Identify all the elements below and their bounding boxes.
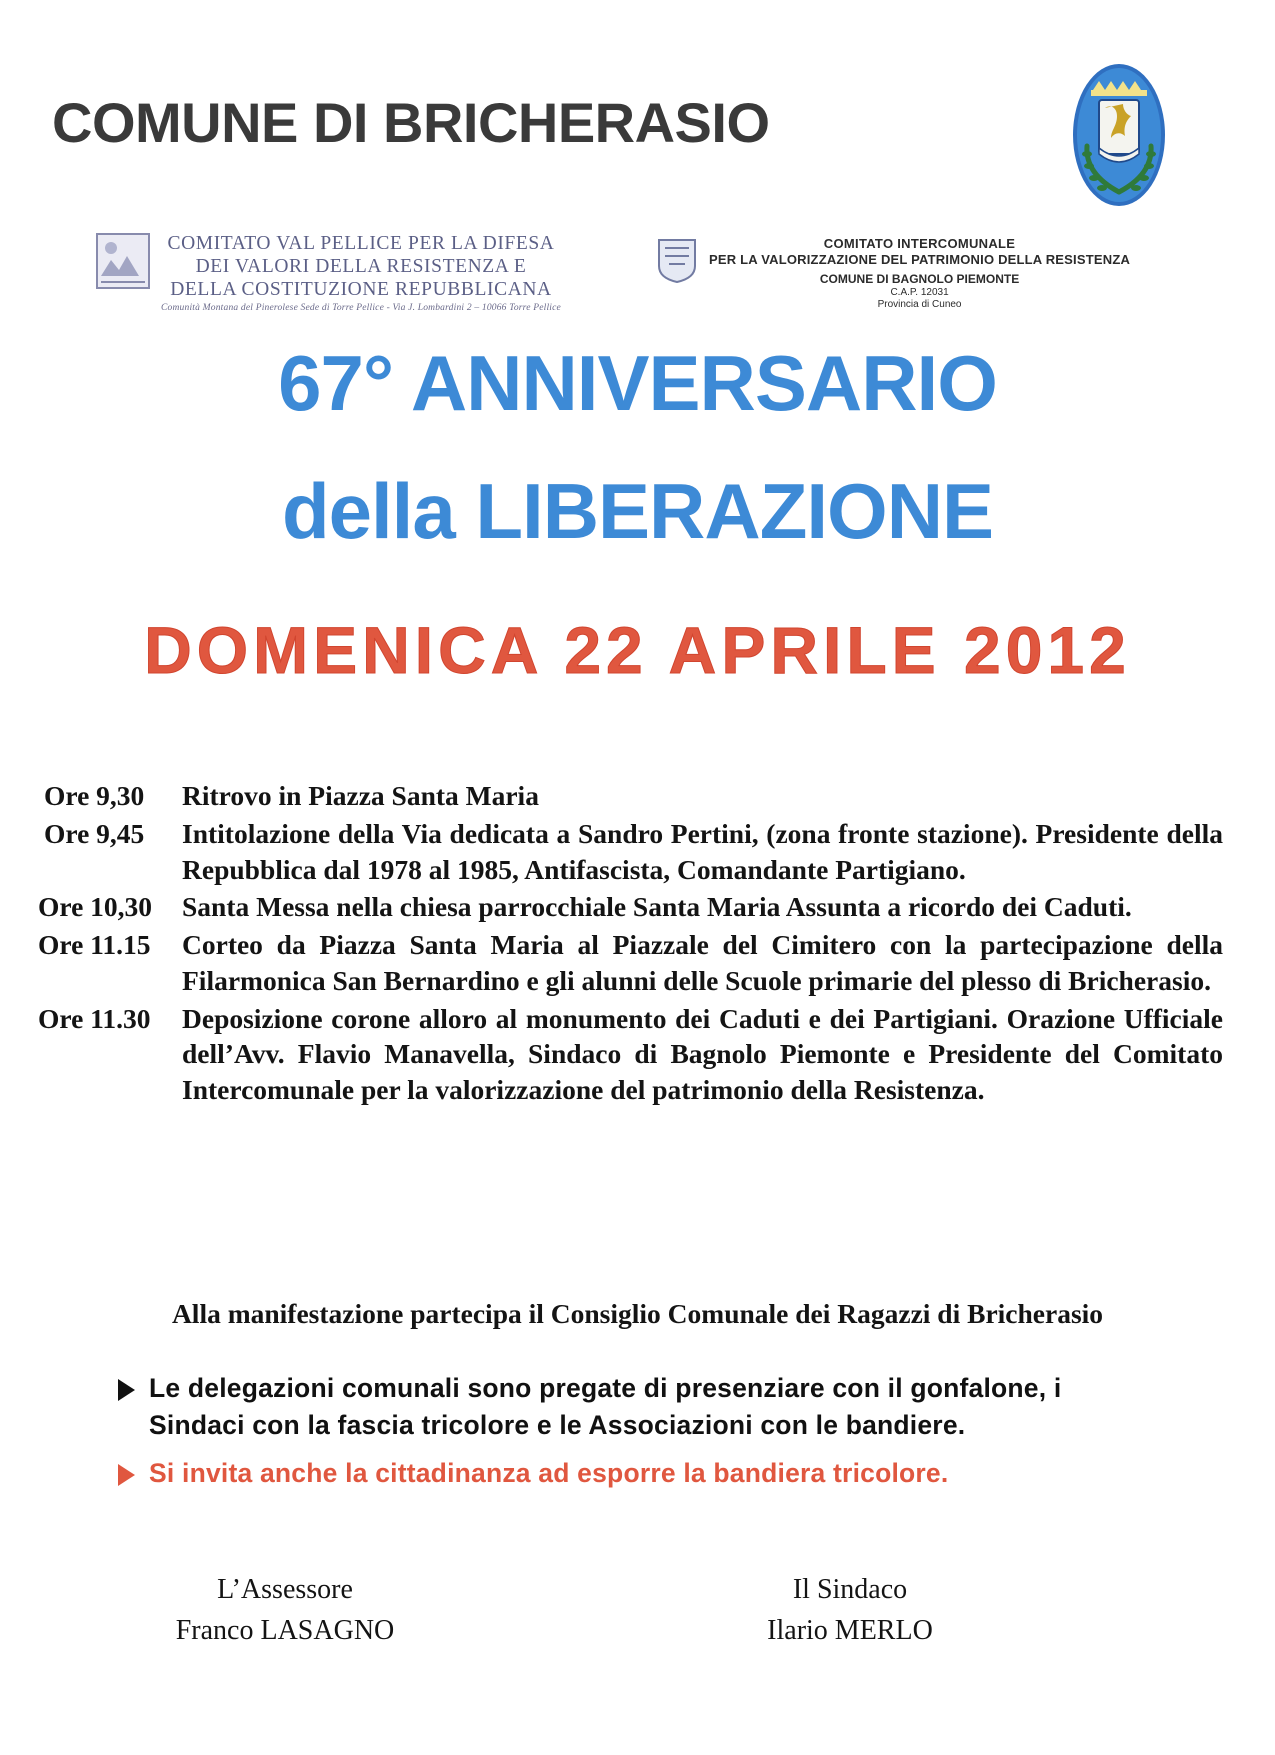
triangle-bullet-icon (118, 1379, 135, 1401)
committee-intercomunale-text (709, 236, 1130, 312)
schedule-description: Deposizione corone alloro al monumento dei Caduti e dei Partigiani. Orazione Ufficiale dell’Avv. Flavio Manavella, Sindaco di Bagnolo Piemonte e Presidente del Comitato Intercomunale per la valorizzazione del patrimonio della Resistenza. (182, 1002, 1223, 1105)
schedule-time: Ore 9,30 (44, 780, 145, 811)
schedule-row (30, 816, 1245, 888)
page-title: COMUNE DI BRICHERASIO (52, 91, 770, 154)
schedule-description: Santa Messa nella chiesa parrocchiale Santa Maria Assunta a ricordo dei Caduti. (182, 891, 1132, 923)
schedule-time: Ore 11.30 (38, 1002, 151, 1034)
triangle-bullet-icon (118, 1464, 135, 1486)
event-title (0, 339, 1275, 556)
committee-line: C.A.P. 12031 (890, 286, 949, 298)
notice-text: Le delegazioni comunali sono pregate di presenziare con il gonfalone, i Sindaci con la fascia tricolore e le Associazioni con le bandiere. (149, 1373, 1062, 1440)
committee-val-pellice (95, 232, 561, 314)
committee-line: PER LA VALORIZZAZIONE DEL PATRIMONIO DELLA RESISTENZA (709, 252, 1131, 268)
event-title-line-2: della LIBERAZIONE (281, 467, 994, 556)
event-title-line-1: 67° ANNIVERSARIO (278, 339, 997, 427)
committee-subline: Comunità Montana del Pinerolese Sede di Torre Pellice - Via J. Lombardini 2 – 10066 Torre Pellice (161, 303, 561, 313)
committee-intercomunale (655, 236, 1130, 312)
signature-name: Franco LASAGNO (175, 1614, 395, 1646)
schedule-row (30, 778, 1245, 814)
committee-line: COMITATO VAL PELLICE PER LA DIFESA (167, 233, 555, 254)
notice-item (118, 1455, 1118, 1492)
signature-role: L’Assessore (217, 1574, 353, 1605)
committee-emblem-icon (95, 232, 151, 290)
schedule-list (30, 778, 1245, 1110)
notice-item (118, 1370, 1118, 1443)
committee-logos (0, 232, 1275, 322)
notice-text: Si invita anche la cittadinanza ad esporre la bandiera tricolore. (149, 1458, 949, 1489)
poster-header (0, 90, 1275, 220)
committee-line: COMITATO INTERCOMUNALE (823, 236, 1016, 251)
signature-assessore (110, 1570, 460, 1651)
committee-val-pellice-text (161, 232, 561, 314)
participation-note: Alla manifestazione partecipa il Consiglio Comunale dei Ragazzi di Bricherasio (171, 1298, 1104, 1329)
schedule-time: Ore 9,45 (44, 817, 145, 849)
notices-list (118, 1370, 1118, 1504)
event-date: DOMENICA 22 APRILE 2012 (144, 613, 1131, 687)
signature-role: Il Sindaco (792, 1574, 908, 1605)
committee-line: DELLA COSTITUZIONE REPUBBLICANA (170, 279, 552, 300)
schedule-description: Intitolazione della Via dedicata a Sandro Pertini, (zona fronte stazione). Presidente della Repubblica dal 1978 al 1985, Antifascista, Comandante Partigiano. (182, 817, 1223, 885)
committee-emblem-icon (655, 236, 699, 284)
schedule-description: Corteo da Piazza Santa Maria al Piazzale del Cimitero con la partecipazione della Filarmonica San Bernardino e gli alunni delle Scuole primarie del plesso di Bricherasio. (182, 929, 1223, 996)
schedule-time: Ore 10,30 (38, 891, 153, 923)
schedule-description: Ritrovo in Piazza Santa Maria (182, 780, 539, 811)
committee-line: COMUNE DI BAGNOLO PIEMONTE (819, 271, 1020, 286)
committee-line: DEI VALORI DELLA RESISTENZA E (195, 256, 527, 277)
municipal-coat-of-arms-icon (1071, 62, 1167, 208)
signature-name: Ilario MERLO (767, 1614, 933, 1646)
signature-sindaco (675, 1570, 1025, 1651)
schedule-row (30, 889, 1245, 925)
schedule-row (30, 927, 1245, 999)
schedule-time: Ore 11.15 (38, 929, 151, 960)
committee-line: Provincia di Cuneo (877, 299, 962, 310)
schedule-row (30, 1001, 1245, 1108)
